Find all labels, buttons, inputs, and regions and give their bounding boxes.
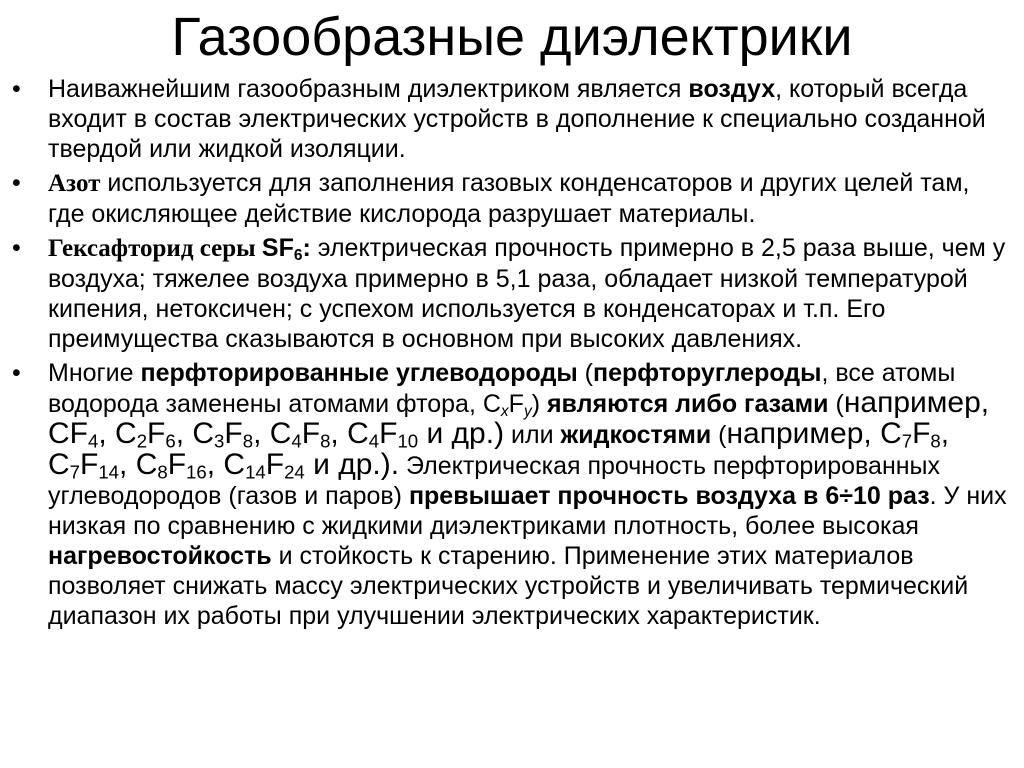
bold-term-gases: являются либо газами xyxy=(546,390,829,418)
text-segment: . У них низкая по сравнению с жидкими диэлектриками плотность, более высокая xyxy=(48,482,1007,540)
text-segment: используется для заполнения газовых конденсаторов и других целей там, где окисляющее действие кислорода разрушает материалы. xyxy=(48,169,970,228)
text-segment: ( xyxy=(828,390,844,418)
text-segment: , который всегда входит в состав электрических устройств в дополнение к специально созданной твердой или жидкой изоляции. xyxy=(48,75,986,163)
gas-formula: $C_4F_{10}$ xyxy=(347,417,419,452)
text-segment: электрическая прочность примерно в 2,5 раза выше, чем у воздуха; тяжелее воздуха примерно в 5,1 раза, обладает низкой температурой кипения, нетоксичен; с успехом используется в конденсаторах и т.п. Его преимущества сказываются в основном при высоких давлениях. xyxy=(48,234,1006,353)
bullet-item-air xyxy=(8,74,1008,164)
text-segment: ( xyxy=(711,421,727,449)
bullet-dot-icon: • xyxy=(12,234,21,262)
bullet-item-perfluorocarbons xyxy=(8,358,1008,631)
text-segment: Электрическая прочность перфторированных углеводородов (газов и паров) xyxy=(48,452,941,510)
text-segment: ) xyxy=(531,390,547,418)
text-segment: и стойкость к старению. Применение этих материалов позволяет снижать массу электрических устройств и увеличивать термический диапазон их работы при улучшении электрических характеристик. xyxy=(48,542,969,630)
gas-formula: $CF_4$ xyxy=(48,417,99,452)
text-segment: Наиважнейшим газообразным диэлектриком является xyxy=(48,75,689,103)
liquid-formula: $C_8F_{16}$ xyxy=(135,448,207,483)
text-segment: Многие xyxy=(48,359,141,387)
text-segment: ( xyxy=(577,359,593,387)
bullet-dot-icon: • xyxy=(12,169,21,197)
bold-term-perfluorocarbons: перфторуглероды xyxy=(592,359,822,387)
bullet-item-nitrogen xyxy=(8,168,1008,229)
bullet-dot-icon: • xyxy=(12,75,21,103)
formula-sub-x: x xyxy=(500,402,509,420)
bold-term-nitrogen: Азот xyxy=(48,170,101,197)
formula-sf6: $SF_6$: xyxy=(261,234,311,264)
bold-term-pfc: перфторированные углеводороды xyxy=(140,359,578,387)
text-segment: F xyxy=(508,390,524,418)
gas-formula: $C_4F_8$ xyxy=(269,417,331,452)
bold-term-sf6: Гексафторид серы xyxy=(48,235,262,262)
bold-term-heat-resistance: нагревостойкость xyxy=(48,542,272,570)
liquid-formula: $C_{14}F_{24}$ xyxy=(223,448,305,483)
liquid-formula: $C_7F_8$ xyxy=(880,417,941,452)
gas-formula: $C_2F_6$ xyxy=(115,417,176,452)
liquid-formula: $C_7F_{14}$ xyxy=(48,448,120,483)
text-segment: , все атомы водорода заменены атомами фтора, C xyxy=(48,359,956,418)
bold-term-liquids: жидкостями xyxy=(560,421,712,449)
gas-formula-list: например, $CF_4$, $C_2F_6$, $C_3F_8$, $C_4F_8$, $C_4F_{10}$ и др.) xyxy=(48,386,990,452)
bullet-list xyxy=(8,74,1008,635)
liquid-formula-list: например, $C_7F_8$, $C_7F_{14}$, $C_8F_{16}$, $C_{14}F_{24}$ и др.). xyxy=(48,417,950,483)
page-title: Газообразные диэлектрики xyxy=(171,7,853,67)
bullet-dot-icon: • xyxy=(12,359,21,387)
formula-sub-y: y xyxy=(523,402,532,420)
text-segment: или xyxy=(504,421,561,449)
gas-formula: $C_3F_8$ xyxy=(192,417,254,452)
bullet-item-sf6 xyxy=(8,233,1008,354)
bold-term-strength: превышает прочность воздуха в 6÷10 раз xyxy=(408,482,930,510)
bold-term-air: воздух xyxy=(688,75,776,103)
